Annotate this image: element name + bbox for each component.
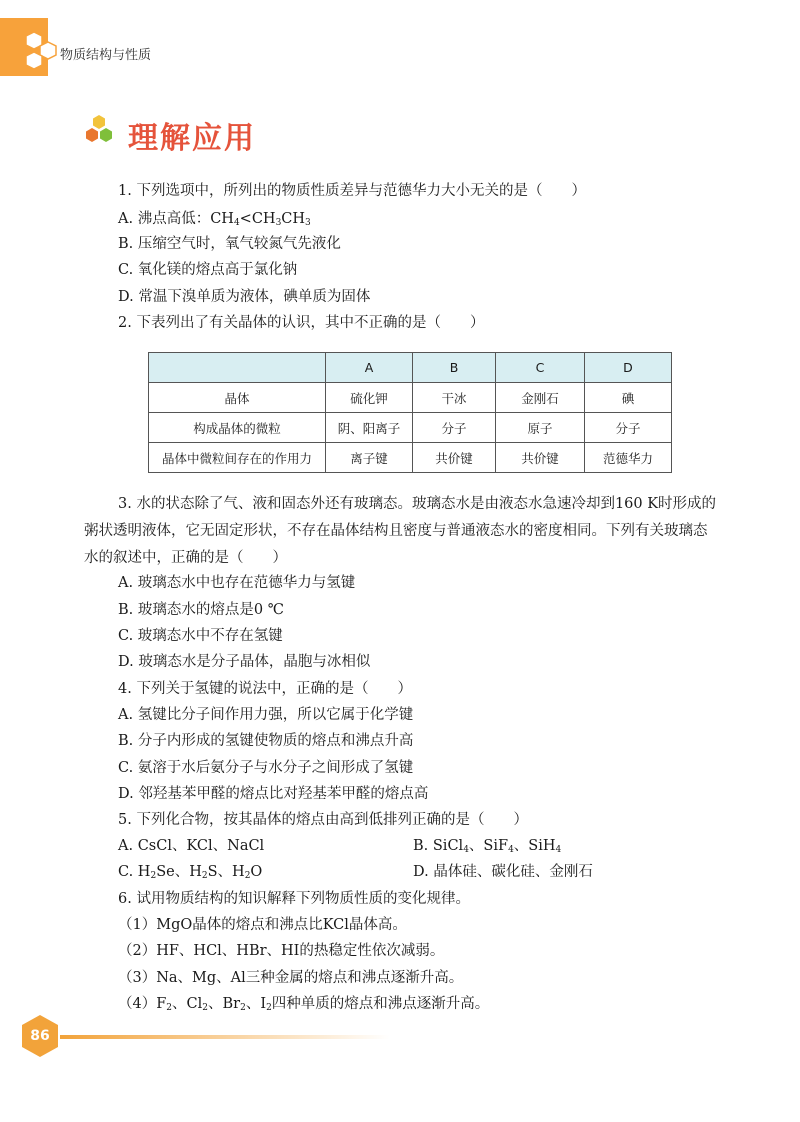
- q5-stem: 5. 下列化合物，按其晶体的熔点由高到低排列正确的是（ ）: [118, 812, 528, 828]
- q4-stem: 4. 下列关于氢键的说法中，正确的是（ ）: [118, 681, 412, 697]
- table-cell: 金刚石: [496, 383, 585, 413]
- q5-option-a: A. CsCl、KCl、NaCl: [118, 838, 265, 854]
- table-cell: 范德华力: [585, 443, 672, 473]
- table-header-row: [149, 353, 672, 383]
- table-cell: 构成晶体的微粒: [149, 413, 326, 443]
- q6-stem: 6. 试用物质结构的知识解释下列物质性质的变化规律。: [118, 891, 470, 907]
- table-row: [149, 443, 672, 473]
- table-header-cell: C: [496, 353, 585, 383]
- footer-divider: [60, 1035, 390, 1039]
- q3-option-a: A. 玻璃态水中也存在范德华力与氢键: [118, 575, 356, 591]
- q6-item-4: $(4)F_2$、$Cl_2$、$Br_2$、$I_2$四种单质的熔点和沸点逐渐升高。: [118, 996, 490, 1013]
- section-hexagon-icon: [84, 114, 114, 144]
- q1-option-d: D. 常温下溴单质为液体，碘单质为固体: [118, 289, 371, 305]
- q3-option-c: C. 玻璃态水中不存在氢键: [118, 628, 283, 644]
- page-number: 86: [30, 1028, 50, 1044]
- table-header-cell: B: [413, 353, 496, 383]
- q1-option-a: A. 沸点高低：$CH_4<CH_3CH_3$: [118, 211, 311, 228]
- q3-option-d: D. 玻璃态水是分子晶体，晶胞与冰相似: [118, 654, 371, 670]
- table-cell: 晶体: [149, 383, 326, 413]
- q1-option-c: C. 氧化镁的熔点高于氯化钠: [118, 262, 298, 278]
- table-cell: 碘: [585, 383, 672, 413]
- q4-option-d: D. 邻羟基苯甲醛的熔点比对羟基苯甲醛的熔点高: [118, 786, 429, 802]
- table-cell: 原子: [496, 413, 585, 443]
- q6-item-3: （3）Na、Mg、Al三种金属的熔点和沸点逐渐升高。: [118, 970, 464, 986]
- table-header-cell: A: [326, 353, 413, 383]
- q4-option-a: A. 氢键比分子间作用力强，所以它属于化学键: [118, 707, 414, 723]
- section-title: 理解应用: [128, 121, 256, 156]
- q3-option-b: B. 玻璃态水的熔点是0 ℃: [118, 602, 284, 618]
- q5-option-c: C. $H_2Se$、$H_2S$、$H_2O$: [118, 864, 263, 881]
- table-cell: 分子: [413, 413, 496, 443]
- table-cell: 晶体中微粒间存在的作用力: [149, 443, 326, 473]
- q3-stem: 3. 水的状态除了气、液和固态外还有玻璃态。玻璃态水是由液态水急速冷却到160 K时形成的粥状透明液体，它无固定形状，不存在晶体结构且密度与普通液态水的密度相同。下列有关玻璃态水的叙述中，正确的是（ ）: [84, 496, 717, 566]
- table-cell: 阴、阳离子: [326, 413, 413, 443]
- table-cell: 共价键: [496, 443, 585, 473]
- q5-option-d: D. 晶体硅、碳化硅、金刚石: [413, 864, 593, 880]
- table-row: [149, 413, 672, 443]
- q1-option-b: B. 压缩空气时，氧气较氮气先液化: [118, 236, 341, 252]
- q4-option-b: B. 分子内形成的氢键使物质的熔点和沸点升高: [118, 733, 414, 749]
- q6-item-2: （2）HF、HCl、HBr、HI的热稳定性依次减弱。: [118, 943, 445, 959]
- table-cell: 离子键: [326, 443, 413, 473]
- table-header-cell: [149, 353, 326, 383]
- table-cell: 分子: [585, 413, 672, 443]
- table-cell: 干冰: [413, 383, 496, 413]
- table-cell: 共价键: [413, 443, 496, 473]
- q6-item-1: （1）MgO晶体的熔点和沸点比KCl晶体高。: [118, 917, 407, 933]
- table-cell: 硫化钾: [326, 383, 413, 413]
- crystal-table: [148, 352, 672, 473]
- table-row: [149, 383, 672, 413]
- q5-option-b: B. SiCl$_4$、SiF$_4$、SiH$_4$: [413, 838, 562, 855]
- q2-stem: 2. 下表列出了有关晶体的认识，其中不正确的是（ ）: [118, 315, 485, 331]
- q4-option-c: C. 氨溶于水后氨分子与水分子之间形成了氢键: [118, 760, 414, 776]
- book-title: 物质结构与性质: [60, 48, 152, 63]
- q1-stem: 1. 下列选项中，所列出的物质性质差异与范德华力大小无关的是（ ）: [118, 183, 586, 199]
- table-header-cell: D: [585, 353, 672, 383]
